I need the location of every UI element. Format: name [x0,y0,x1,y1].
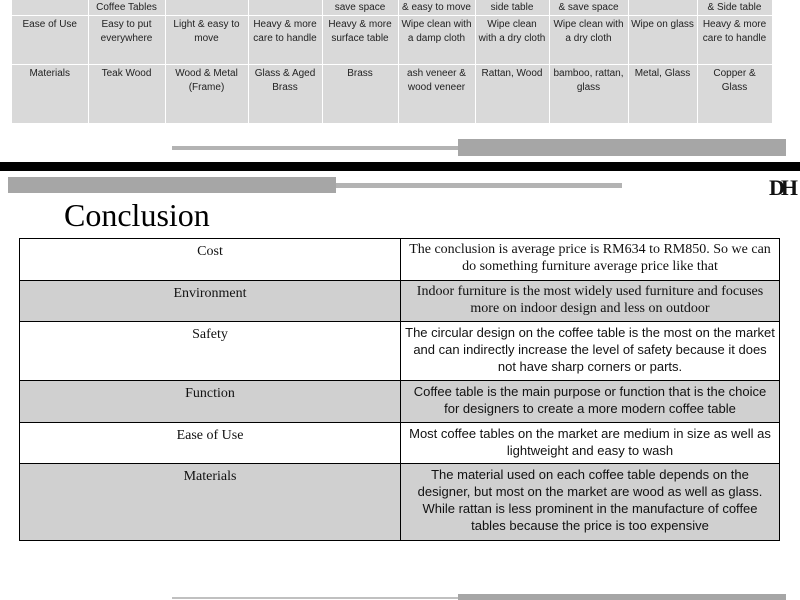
row-text: The material used on each coffee table depends on the designer, but most on the market are wood as well as glass. While rattan is less prominent in the manufacture of coffee tables because the price is too expensive [401,464,780,541]
row-text: Coffee table is the main purpose or function that is the choice for designers to create a more modern coffee table [401,381,780,423]
table-row [12,65,772,124]
table-cell [165,0,248,16]
table-cell: Wipe on glass [628,16,697,65]
table-cell [248,0,322,16]
table-cell: Wipe clean with a damp cloth [398,16,475,65]
logo: DH [769,175,794,200]
row-text: The conclusion is average price is RM634 to RM850. So we can do something furniture average price like that [401,239,780,281]
table-cell: Heavy & more surface table [322,16,398,65]
table-cell: & save space [549,0,628,16]
table-row [12,0,772,16]
decor-bar [172,597,458,599]
table-row [20,423,780,464]
table-cell: Teak Wood [88,65,165,124]
table-row [20,281,780,322]
table-cell: & easy to move [398,0,475,16]
row-label: Safety [20,322,401,381]
comparison-table [12,0,773,124]
table-cell [628,0,697,16]
table-cell: Coffee Tables [88,0,165,16]
table-cell: Materials [12,65,88,124]
table-cell: bamboo, rattan, glass [549,65,628,124]
decor-bar [336,183,622,188]
table-cell: side table [475,0,549,16]
table-cell: Copper & Glass [697,65,772,124]
row-label: Function [20,381,401,423]
conclusion-table [19,238,780,541]
page-title: Conclusion [64,197,210,233]
decor-bar [458,139,786,156]
row-text: Indoor furniture is the most widely used furniture and focuses more on indoor design and less on outdoor [401,281,780,322]
table-cell: Ease of Use [12,16,88,65]
row-text: Most coffee tables on the market are medium in size as well as lightweight and easy to wash [401,423,780,464]
decor-bar [8,177,336,193]
table-cell [12,0,88,16]
table-row [20,381,780,423]
table-row [20,239,780,281]
table-cell: Rattan, Wood [475,65,549,124]
table-row [20,322,780,381]
table-cell: Heavy & more care to handle [248,16,322,65]
table-cell: & Side table [697,0,772,16]
table-cell: save space [322,0,398,16]
table-cell: Wipe clean with a dry cloth [549,16,628,65]
comparison-slide [0,0,800,162]
row-label: Cost [20,239,401,281]
table-cell: Heavy & more care to handle [697,16,772,65]
table-row [20,464,780,541]
table-cell: ash veneer & wood veneer [398,65,475,124]
table-cell: Brass [322,65,398,124]
row-text: The circular design on the coffee table is the most on the market and can indirectly increase the level of safety because it does not have sharp corners or parts. [401,322,780,381]
table-cell: Light & easy to move [165,16,248,65]
table-cell: Metal, Glass [628,65,697,124]
table-cell: Wood & Metal (Frame) [165,65,248,124]
conclusion-slide [0,171,800,600]
table-cell: Wipe clean with a dry cloth [475,16,549,65]
table-row [12,16,772,65]
row-label: Ease of Use [20,423,401,464]
table-cell: Easy to put everywhere [88,16,165,65]
row-label: Materials [20,464,401,541]
table-cell: Glass & Aged Brass [248,65,322,124]
decor-bar [458,594,786,600]
decor-bar [172,146,472,150]
row-label: Environment [20,281,401,322]
